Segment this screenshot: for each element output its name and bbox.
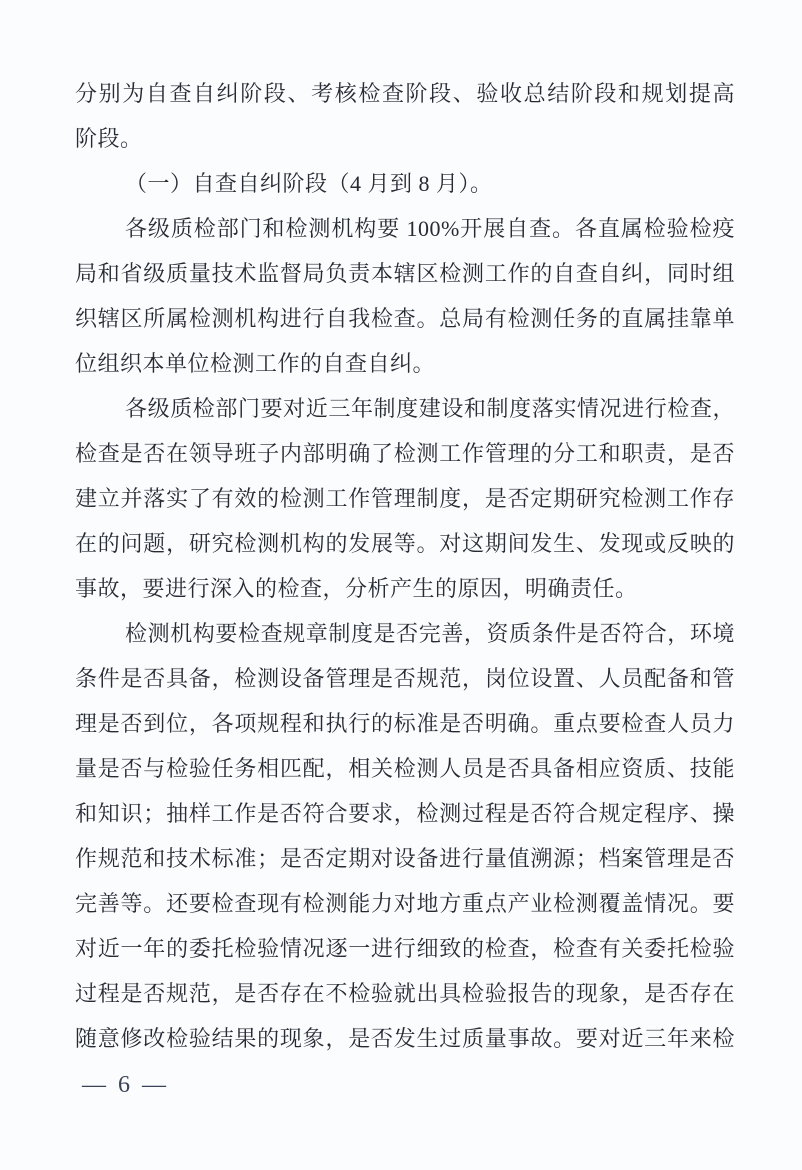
text-line: 阶段。 [75,126,143,151]
text-line: 织辖区所属检测机构进行自我检查。总局有检测任务的直属挂靠单 [75,306,735,331]
text-line: 量是否与检验任务相匹配，相关检测人员是否具备相应资质、技能 [75,756,735,781]
text-line: 完善等。还要检查现有检测能力对地方重点产业检测覆盖情况。要 [75,891,735,916]
text-line: 过程是否规范，是否存在不检验就出具检验报告的现象，是否存在 [75,981,735,1006]
text-line: 理是否到位，各项规程和执行的标准是否明确。重点要检查人员力 [75,711,735,736]
text-line: 对近一年的委托检验情况逐一进行细致的检查，检查有关委托检验 [75,936,735,961]
text-line: 随意修改检验结果的现象，是否发生过质量事故。要对近三年来检 [75,1026,735,1051]
text-line: 各级质检部门要对近三年制度建设和制度落实情况进行检查， [125,396,735,421]
section-heading: （一）自查自纠阶段（4 月到 8 月）。 [125,171,493,196]
document-body [75,71,735,1061]
text-line: 检测机构要检查规章制度是否完善，资质条件是否符合，环境 [125,621,735,646]
text-line: 事故，要进行深入的检查，分析产生的原因，明确责任。 [75,576,638,601]
text-line: 局和省级质量技术监督局负责本辖区检测工作的自查自纠，同时组 [75,261,735,286]
text-line: 作规范和技术标准；是否定期对设备进行量值溯源；档案管理是否 [75,846,735,871]
text-line: 建立并落实了有效的检测工作管理制度，是否定期研究检测工作存 [75,486,735,511]
text-line: 位组织本单位检测工作的自查自纠。 [75,351,436,376]
text-line: 检查是否在领导班子内部明确了检测工作管理的分工和职责，是否 [75,441,735,466]
text-line: 分别为自查自纠阶段、考核检查阶段、验收总结阶段和规划提高 [75,81,735,106]
text-line: 和知识；抽样工作是否符合要求，检测过程是否符合规定程序、操 [75,801,735,826]
text-line: 在的问题，研究检测机构的发展等。对这期间发生、发现或反映的 [75,531,735,556]
text-line: 条件是否具备，检测设备管理是否规范，岗位设置、人员配备和管 [75,666,735,691]
page-number: — 6 — [82,1072,169,1098]
text-line: 各级质检部门和检测机构要 100%开展自查。各直属检验检疫 [125,216,735,241]
